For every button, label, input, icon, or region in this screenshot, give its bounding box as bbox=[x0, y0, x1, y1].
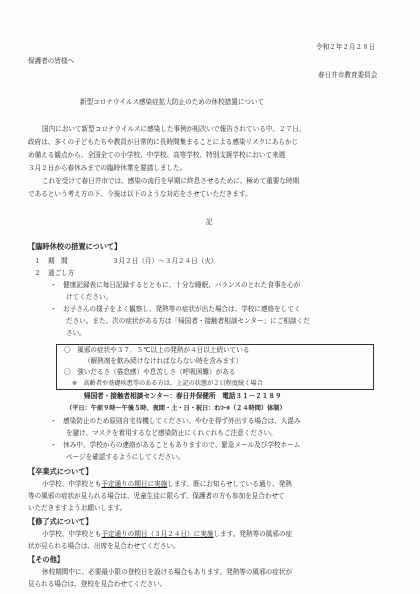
closure-heading: 【臨時休校の措置について】 bbox=[28, 242, 122, 251]
document-date: 令和２年２月２８日 bbox=[316, 43, 376, 51]
graduation-line: 等の風邪の症状が見られる場合は、児童生徒に限らず、保護者の方も参加を見合わせて bbox=[28, 492, 285, 500]
howto-number: ２ bbox=[34, 269, 41, 277]
completion-emphasis: 予定通りの期日（３月２４日）に実施 bbox=[101, 530, 214, 538]
completion-heading: 【修了式について】 bbox=[28, 517, 93, 526]
bullet-line: けてください。 bbox=[66, 293, 113, 301]
period-label: 期 間 bbox=[48, 257, 68, 265]
graduation-line: いただきますようお願いします。 bbox=[28, 504, 127, 512]
intro-line: め備える観点から、全国全ての小学校、中学校、高等学校、特別支援学校において来週 bbox=[28, 151, 286, 159]
completion-line: 状が見られる場合は、出席を見合わせてください。 bbox=[28, 542, 180, 550]
consult-center: 帰国者・接触者相談センター：春日井保健所 電話３１－２１８９ bbox=[84, 392, 282, 400]
intro-line: これを受けて春日井市では、感染の流行を早期に終息させるために、極めて重要な時期 bbox=[42, 177, 300, 185]
intro-line: 政府は、多くの子どもたちや教員が日常的に長時間集まることによる感染リスクにあらかじ bbox=[28, 138, 299, 146]
bullet-line: さい。 bbox=[66, 329, 86, 337]
ki-marker: 記 bbox=[206, 218, 213, 226]
symptom-line: （解熱剤を飲み続けなければならない時を含みます） bbox=[84, 357, 243, 365]
graduation-line: 小学校、中学校とも予定通りの期日に実施します。既にお知らせしている通り、発熱 bbox=[42, 480, 292, 488]
other-line: 休校期間中に、必要最小限の登校日を設ける場合もあります。発熱等の風邪の症状が bbox=[42, 568, 293, 576]
period-value: ３月２日（月）～３月２４日（火） bbox=[112, 257, 218, 265]
bullet-line: ・ 休み中、学校からの連絡があることもありますので、緊急メール及び学校ホーム bbox=[50, 441, 301, 449]
period-number: １ bbox=[34, 257, 41, 265]
symptom-line: 〇 風邪の症状や３７．５℃以上の発熱が４日以上続いている bbox=[64, 346, 250, 354]
intro-line: 国内において新型コロナウイルスに感染した事例が相次いで報告されている中、２７日、 bbox=[42, 125, 306, 133]
bullet-line: ・ お子さんの様子をよく観察し、発熱等の症状が出た場合は、学校に連絡をしてく bbox=[50, 305, 301, 313]
bullet-line: ページを確認するようにしてください。 bbox=[66, 453, 185, 461]
bullet-line: ・ 健康記録表に毎日記録するとともに、十分な睡眠、バランスのとれた食事を心が bbox=[50, 281, 301, 289]
document-title: 新型コロナウイルス感染症拡大防止のための休校措置について bbox=[80, 98, 265, 106]
completion-line: 小学校、中学校とも予定通りの期日（３月２４日）に実施します。発熱等の風邪の症 bbox=[42, 530, 293, 538]
other-line: 見られる場合は、登校を見合わせてください。 bbox=[28, 580, 167, 588]
recipient: 保護者の皆様へ bbox=[28, 57, 75, 65]
sender: 春日井市教育委員会 bbox=[318, 71, 378, 79]
bullet-line: ・ 感染防止のため原則自宅待機してください。やむを得ず外出する場合は、人混み bbox=[50, 417, 301, 425]
consult-hours: （平日：午前９時～午後５時、夜間・土・日・祝日：ｵﾝｺｰﾙ（２４時間）体制） bbox=[66, 405, 286, 412]
other-heading: 【その他】 bbox=[28, 555, 64, 564]
howto-label: 過ごし方 bbox=[48, 269, 75, 277]
symptom-line: 〇 強いだるさ（倦怠感）や息苦しさ（呼吸困難）がある bbox=[64, 368, 236, 376]
graduation-heading: 【卒業式について】 bbox=[28, 467, 93, 476]
intro-line: であるという考え方の下、今後は以下のような対応をさせていただきます。 bbox=[28, 190, 252, 198]
bullet-line: を避け、マスクを着用するなど感染防止にくれぐれもご注意ください。 bbox=[66, 429, 277, 437]
intro-line: ３月２日から春休みまでの臨時休業を要請しました。 bbox=[28, 164, 187, 172]
graduation-emphasis: 予定通りの期日に実施 bbox=[101, 480, 168, 488]
bullet-line: ださい。また、次の症状がある方は「帰国者・接触者相談センター」にご相談くだ bbox=[66, 317, 310, 325]
symptom-note: ※ 高齢者や基礎疾患等のある方は、上記の状態が２日程度続く場合 bbox=[72, 380, 263, 387]
